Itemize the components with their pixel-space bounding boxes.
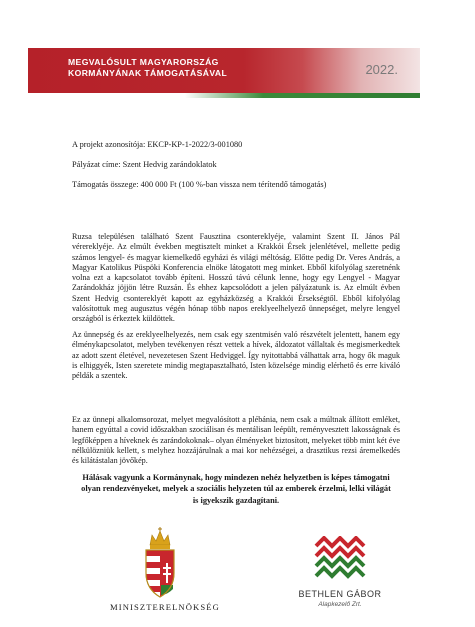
flag-stripe bbox=[28, 93, 420, 98]
bethlen-gabor-name: BETHLEN GÁBOR bbox=[298, 589, 382, 599]
banner-org-line2: KORMÁNYÁNAK TÁMOGATÁSÁVAL bbox=[68, 68, 228, 78]
ministry-caption: MINISZTERELNÖKSÉG bbox=[110, 602, 220, 612]
miniszterelnokseg-logo bbox=[110, 527, 220, 627]
bethlen-gabor-logo bbox=[290, 536, 390, 626]
support-amount: Támogatás összege: 400 000 Ft (100 %-ban vissza nem térítendő támogatás) bbox=[72, 180, 327, 189]
hungarian-coat-of-arms-icon bbox=[140, 527, 180, 599]
paragraph-3: Ez az ünnepi alkalomsorozat, melyet megvalósított a plébánia, nem csak a múltnak állított emléket, hanem egyúttal a covid időszakban szociálisan és mentálisan leépült, reményvesztett lakosságnak és legfőképpen a híveknek és zarándokoknak– olyan élményeket biztosított, melyeket több mint két éve nélkülözniük kellett, s melyhez hozzájárulnak a mai kor nehézségei, a drasztikus rezsi áremelkedés és kilátástalan jövőkép. bbox=[72, 415, 400, 466]
paragraph-2: Az ünnepség és az ereklyeelhelyezés, nem csak egy szentmisén való részvételt jelentett, hanem egy élménykapcsolatot, melyben tevékenyen részt vettek a hívek, áldozatot vállaltak és megismerkedtek az adott szent életével, nevezetesen Szent Hedviggel. Így nyitottabbá válhattak arra, hogy ők maguk is elhiggyék, Isten szeretete mindig megtapasztalható, Isten közelsége mindig elérhető és erre kiváló példák a szentek. bbox=[72, 330, 400, 381]
project-id: A projekt azonosítója: EKCP-KP-1-2022/3-001080 bbox=[72, 140, 243, 149]
header-banner bbox=[28, 48, 420, 93]
banner-org-line1: MEGVALÓSULT MAGYARORSZÁG bbox=[68, 57, 219, 67]
bethlen-gabor-emblem-icon bbox=[310, 536, 370, 586]
paragraph-1: Ruzsa településen található Szent Fausztina csontereklyéje, valamint Szent II. János Pál vérereklyéje. Az elmúlt években megtisztelt minket a Krakkói Érsek jelenlétével, mellette pedig számos lengyel- és magyar kiemelkedő egyházi és világi méltóság. Előtte pedig Dr. Veres András, a Magyar Katolikus Püspöki Konferencia elnöke látogatott meg minket. Ebből kifolyólag szeretnénk volna ezt a kapcsolatot tovább építeni. Hosszú távú célunk lenne, hogy egy Lengyel - Magyar Zarándokház jöjjön létre Ruzsán. És ehhez kapcsolódott a jelen pályázatunk is. Az elmúlt évben Szent Hedvig csontereklyét kapott az egyházközség a Krakkói Érsekségtől. Ebből kifolyólag valósítottuk meg augusztus végén hónap több napos ereklyeelhelyező ünnepséget, melyre lengyel országból is érkeztek küldöttek. bbox=[72, 232, 400, 324]
tender-title: Pályázat címe: Szent Hedvig zarándoklatok bbox=[72, 160, 217, 169]
bethlen-gabor-sub: Alapkezelő Zrt. bbox=[318, 601, 362, 608]
banner-org-text bbox=[68, 57, 227, 79]
thanks-statement: Hálásak vagyunk a Kormánynak, hogy mindezen nehéz helyzetben is képes támogatni olyan rendezvényeket, melyek a szociális helyzeten túl az emberek érzelmi, lelki világát is igyekszik gazdagítani. bbox=[81, 473, 391, 505]
banner-year: 2022. bbox=[365, 62, 398, 77]
